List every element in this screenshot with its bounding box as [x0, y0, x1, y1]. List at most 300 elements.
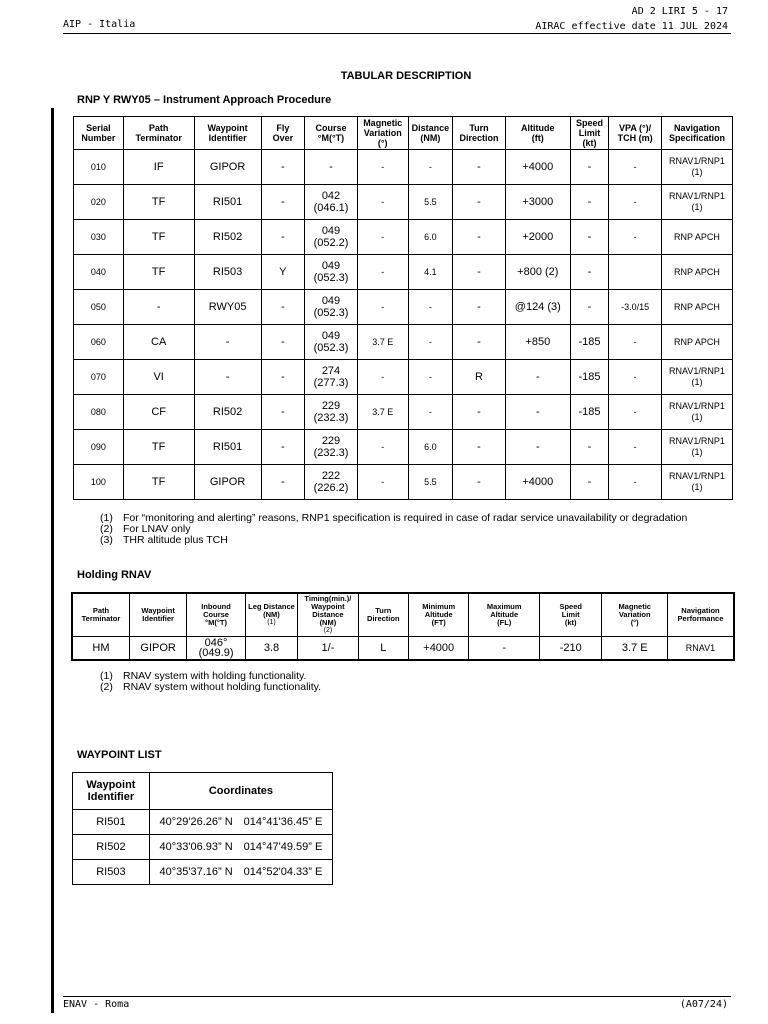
turn-direction: -	[453, 290, 506, 325]
serial-number: 060	[74, 325, 124, 360]
header-left: AIP - Italia	[63, 19, 136, 30]
holding-nav: RNAV1	[667, 637, 734, 661]
course	[305, 150, 358, 185]
waypoint-id: RI502	[73, 835, 150, 860]
course-line: 049	[321, 295, 341, 307]
course-line: (052.3)	[313, 307, 349, 319]
nav-line: RNP APCH	[674, 336, 720, 347]
holding-title: Holding RNAV	[77, 569, 152, 581]
longitude: 014°41'36.45” E	[243, 816, 323, 828]
serial-number: 030	[74, 220, 124, 255]
holding-header-cell	[667, 593, 734, 637]
serial-number: 090	[74, 430, 124, 465]
procedure-row	[74, 150, 733, 185]
holding-leg: 3.8	[245, 637, 297, 661]
distance: -	[408, 325, 453, 360]
waypoint-row	[73, 810, 333, 835]
waypoint-identifier-header: Waypoint Identifier	[73, 773, 150, 810]
speed-limit: -	[570, 430, 609, 465]
nav-line: RNP APCH	[674, 231, 720, 242]
waypoint-identifier: -	[194, 325, 261, 360]
note-text: RNAV system without holding functionality.	[123, 681, 322, 693]
navigation-specification	[661, 150, 732, 185]
header-line: Timing(min.)/	[304, 594, 352, 603]
holding-min-alt: +4000	[409, 637, 469, 661]
footer-left: ENAV - Roma	[63, 999, 130, 1010]
header-line: Course	[315, 123, 347, 133]
page-reference: AD 2 LIRI 5 - 17	[631, 6, 728, 17]
vpa-tch: -	[609, 185, 662, 220]
speed-limit: -185	[570, 360, 609, 395]
header-line: Turn	[469, 123, 489, 133]
note-text: THR altitude plus TCH	[123, 534, 228, 546]
coordinates-header: Coordinates	[149, 773, 332, 810]
note-number: (1)	[100, 670, 113, 682]
note-number: (1)	[100, 512, 113, 524]
holding-header-cell	[72, 593, 129, 637]
holding-max-alt: -	[469, 637, 540, 661]
course-line: 049	[321, 330, 341, 342]
holding-header-cell	[298, 593, 358, 637]
header-line: Turn	[375, 606, 392, 615]
serial-number: 100	[74, 465, 124, 500]
altitude: +850	[505, 325, 570, 360]
header-line: Performance	[677, 614, 724, 623]
procedure-row	[74, 430, 733, 465]
nav-line: (1)	[691, 412, 703, 422]
waypoint-table	[72, 772, 333, 885]
distance: 4.1	[408, 255, 453, 290]
footer-right: (A07/24)	[679, 999, 728, 1010]
header-rule	[63, 33, 731, 34]
path-terminator: CF	[123, 395, 194, 430]
header-line: Direction	[367, 614, 400, 623]
nav-line: (1)	[691, 377, 703, 387]
note-number: (2)	[100, 523, 113, 535]
header-line: Limit	[578, 128, 601, 138]
altitude: -	[505, 430, 570, 465]
waypoint-row	[73, 860, 333, 885]
procedure-header-cell	[357, 117, 408, 150]
turn-direction: -	[453, 430, 506, 465]
magnetic-variation: -	[357, 185, 408, 220]
navigation-specification	[661, 395, 732, 430]
navigation-specification	[661, 465, 732, 500]
course	[305, 220, 358, 255]
header-line: Minimum	[422, 602, 456, 611]
procedure-table-header	[74, 117, 733, 150]
course	[305, 185, 358, 220]
procedure-row	[74, 185, 733, 220]
holding-header-cell	[469, 593, 540, 637]
altitude: +4000	[505, 465, 570, 500]
procedure-notes	[100, 513, 687, 546]
magnetic-variation: 3.7 E	[357, 395, 408, 430]
course	[305, 290, 358, 325]
header-line: Leg Distance	[248, 602, 295, 611]
nav-line: RNP APCH	[674, 266, 720, 277]
distance: 5.5	[408, 185, 453, 220]
navigation-specification	[661, 430, 732, 465]
note-number: (2)	[100, 681, 113, 693]
altitude: -	[505, 360, 570, 395]
turn-direction: -	[453, 150, 506, 185]
course-line: -	[329, 161, 333, 173]
course-line: (226.2)	[313, 482, 349, 494]
waypoint-identifier: GIPOR	[194, 150, 261, 185]
holding-table-header	[72, 593, 734, 637]
header-line: Path	[148, 123, 169, 133]
fly-over: -	[261, 150, 305, 185]
latitude: 40°29'26.26” N	[159, 816, 233, 828]
fly-over: -	[261, 220, 305, 255]
header-line: Limit	[561, 610, 580, 619]
magnetic-variation: 3.7 E	[357, 325, 408, 360]
header-line: (NM)	[420, 133, 441, 143]
note-text: For LNAV only	[123, 523, 191, 535]
path-terminator: -	[123, 290, 194, 325]
header-line: (NM)	[319, 618, 337, 627]
turn-direction: -	[453, 325, 506, 360]
procedure-row	[74, 465, 733, 500]
holding-header-cell	[358, 593, 408, 637]
header-line: Serial	[86, 123, 111, 133]
fly-over: -	[261, 360, 305, 395]
header-line: (2)	[323, 627, 333, 634]
header-line: (1)	[267, 619, 276, 626]
procedure-header-cell	[261, 117, 305, 150]
fly-over: -	[261, 395, 305, 430]
speed-limit: -	[570, 220, 609, 255]
header-line: °M(°T)	[317, 133, 345, 143]
fly-over: -	[261, 465, 305, 500]
procedure-header-cell	[408, 117, 453, 150]
header-line: Maximum	[486, 602, 522, 611]
waypoint-coordinates	[149, 810, 332, 835]
footer-rule	[63, 996, 731, 997]
course-line: (277.3)	[313, 377, 349, 389]
vpa-tch: -	[609, 395, 662, 430]
vpa-tch: -	[609, 325, 662, 360]
vpa-tch: -	[609, 360, 662, 395]
altitude: +3000	[505, 185, 570, 220]
procedure-row	[74, 220, 733, 255]
procedure-row	[74, 290, 733, 325]
distance: -	[408, 360, 453, 395]
procedure-header-cell	[123, 117, 194, 150]
header-line: Navigation	[673, 123, 720, 133]
navigation-specification	[661, 255, 732, 290]
header-line: (°)	[630, 618, 639, 627]
distance: -	[408, 290, 453, 325]
navigation-specification	[661, 220, 732, 255]
course-line: (046.1)	[313, 202, 349, 214]
distance: 5.5	[408, 465, 453, 500]
turn-direction: -	[453, 395, 506, 430]
course	[305, 360, 358, 395]
procedure-row	[74, 360, 733, 395]
altitude: -	[505, 395, 570, 430]
nav-line: RNAV1/RNP1	[669, 436, 725, 446]
course	[305, 395, 358, 430]
header-line: Altitude	[521, 123, 555, 133]
waypoint-id: RI503	[73, 860, 150, 885]
procedure-header-cell	[453, 117, 506, 150]
header-line: (kt)	[564, 618, 577, 627]
course-line: 042	[321, 190, 341, 202]
course	[305, 255, 358, 290]
speed-limit: -	[570, 465, 609, 500]
speed-limit: -	[570, 150, 609, 185]
turn-direction: -	[453, 465, 506, 500]
holding-course	[187, 637, 245, 661]
waypoint-id: RI501	[73, 810, 150, 835]
header-line: Altitude	[490, 610, 519, 619]
longitude: 014°52'04.33” E	[243, 866, 323, 878]
vpa-tch: -	[609, 220, 662, 255]
nav-line: (1)	[691, 167, 703, 177]
header-line: Terminator	[81, 614, 121, 623]
procedure-header-cell	[74, 117, 124, 150]
holding-row	[72, 637, 734, 661]
holding-notes	[100, 671, 321, 693]
waypoint-identifier: RI503	[194, 255, 261, 290]
change-bar	[51, 108, 54, 1013]
header-line: Navigation	[681, 606, 720, 615]
waypoint-list-title: WAYPOINT LIST	[77, 749, 162, 761]
navigation-specification	[661, 325, 732, 360]
magnetic-variation: -	[357, 255, 408, 290]
path-terminator: TF	[123, 430, 194, 465]
waypoint-table-header	[73, 773, 333, 810]
holding-header-cell	[602, 593, 667, 637]
header-line: (°)	[377, 138, 388, 148]
course-line: 229	[321, 400, 341, 412]
page-title: TABULAR DESCRIPTION	[340, 70, 472, 82]
header-line: VPA (°)/	[619, 123, 652, 133]
procedure-header-cell	[661, 117, 732, 150]
waypoint-identifier: RI502	[194, 395, 261, 430]
navigation-specification	[661, 185, 732, 220]
holding-magvar: 3.7 E	[602, 637, 667, 661]
speed-limit: -185	[570, 325, 609, 360]
nav-line: (1)	[691, 482, 703, 492]
serial-number: 010	[74, 150, 124, 185]
course-line: 046°	[204, 637, 228, 649]
note-number: (3)	[100, 534, 113, 546]
path-terminator: TF	[123, 220, 194, 255]
header-line: Fly	[276, 123, 290, 133]
header-line: Inbound	[201, 602, 231, 611]
header-line: Magnetic	[363, 118, 403, 128]
header-line: Specification	[668, 133, 725, 143]
navigation-specification	[661, 360, 732, 395]
holding-path: HM	[72, 637, 129, 661]
turn-direction: -	[453, 220, 506, 255]
turn-direction: R	[453, 360, 506, 395]
holding-header-cell	[245, 593, 297, 637]
header-line: Variation	[363, 128, 402, 138]
waypoint-coordinates	[149, 835, 332, 860]
course-line: 049	[321, 260, 341, 272]
procedure-table	[73, 116, 733, 500]
header-line: (FL)	[497, 618, 512, 627]
course-line: (232.3)	[313, 447, 349, 459]
serial-number: 070	[74, 360, 124, 395]
waypoint-identifier: RWY05	[194, 290, 261, 325]
holding-header-cell	[539, 593, 601, 637]
nav-line: RNAV1/RNP1	[669, 401, 725, 411]
distance: -	[408, 150, 453, 185]
altitude: +2000	[505, 220, 570, 255]
vpa-tch: -	[609, 465, 662, 500]
speed-limit: -	[570, 290, 609, 325]
holding-turn: L	[358, 637, 408, 661]
course	[305, 325, 358, 360]
holding-timing: 1/-	[298, 637, 358, 661]
speed-limit: -185	[570, 395, 609, 430]
header-line: Speed	[559, 602, 582, 611]
course-line: (232.3)	[313, 412, 349, 424]
holding-header-cell	[187, 593, 245, 637]
longitude: 014°47'49.59” E	[243, 841, 323, 853]
procedure-header-cell	[570, 117, 609, 150]
course	[305, 430, 358, 465]
nav-line: RNAV1/RNP1	[669, 366, 725, 376]
nav-line: (1)	[691, 447, 703, 457]
latitude: 40°33'06.93” N	[159, 841, 233, 853]
waypoint-identifier: RI501	[194, 430, 261, 465]
course-line: (052.2)	[313, 237, 349, 249]
header-line: Course	[203, 610, 229, 619]
course	[305, 465, 358, 500]
fly-over: -	[261, 185, 305, 220]
waypoint-identifier: -	[194, 360, 261, 395]
header-line: Waypoint	[207, 123, 248, 133]
procedure-row	[74, 395, 733, 430]
course-line: 049	[321, 225, 341, 237]
header-line: Identifier	[142, 614, 174, 623]
note-text: For “monitoring and alerting” reasons, RNP1 specification is required in case of radar service unavailability or degradation	[123, 512, 688, 524]
header-right	[535, 4, 728, 34]
header-line: Variation	[618, 610, 651, 619]
header-line: (ft)	[531, 133, 544, 143]
holding-speed: -210	[539, 637, 601, 661]
serial-number: 020	[74, 185, 124, 220]
nav-line: RNP APCH	[674, 301, 720, 312]
airac-date: AIRAC effective date 11 JUL 2024	[535, 21, 728, 32]
waypoint-identifier: RI501	[194, 185, 261, 220]
altitude: +4000	[505, 150, 570, 185]
course-line: 229	[321, 435, 341, 447]
latitude: 40°35'37.16” N	[159, 866, 233, 878]
course-line: (052.3)	[313, 342, 349, 354]
speed-limit: -	[570, 255, 609, 290]
header-line: Path	[92, 606, 110, 615]
header-line: Speed	[575, 118, 603, 128]
vpa-tch: -	[609, 150, 662, 185]
nav-line: RNAV1/RNP1	[669, 156, 725, 166]
header-line: Distance	[312, 610, 344, 619]
holding-table	[71, 592, 735, 661]
header-line: (FT)	[431, 618, 446, 627]
header-line: Magnetic	[618, 602, 651, 611]
magnetic-variation: -	[357, 465, 408, 500]
header-line: Over	[272, 133, 294, 143]
vpa-tch: -3.0/15	[609, 290, 662, 325]
serial-number: 040	[74, 255, 124, 290]
course-line: (052.3)	[313, 272, 349, 284]
magnetic-variation: -	[357, 430, 408, 465]
fly-over: -	[261, 325, 305, 360]
fly-over: -	[261, 430, 305, 465]
procedure-row	[74, 255, 733, 290]
nav-line: (1)	[691, 202, 703, 212]
waypoint-identifier: GIPOR	[194, 465, 261, 500]
magnetic-variation: -	[357, 150, 408, 185]
waypoint-identifier: RI502	[194, 220, 261, 255]
note	[100, 682, 321, 693]
serial-number: 080	[74, 395, 124, 430]
fly-over: Y	[261, 255, 305, 290]
procedure-header-cell	[505, 117, 570, 150]
turn-direction: -	[453, 185, 506, 220]
header-line: (kt)	[582, 138, 597, 148]
path-terminator: TF	[123, 255, 194, 290]
path-terminator: TF	[123, 185, 194, 220]
navigation-specification	[661, 290, 732, 325]
waypoint-row	[73, 835, 333, 860]
procedure-header-cell	[305, 117, 358, 150]
course-line: 274	[321, 365, 341, 377]
altitude: +800 (2)	[505, 255, 570, 290]
waypoint-coordinates	[149, 860, 332, 885]
magnetic-variation: -	[357, 220, 408, 255]
holding-header-cell	[409, 593, 469, 637]
holding-wpt: GIPOR	[129, 637, 186, 661]
turn-direction: -	[453, 255, 506, 290]
fly-over: -	[261, 290, 305, 325]
header-line: °M(°T)	[205, 618, 227, 627]
vpa-tch	[609, 255, 662, 290]
header-line: Number	[81, 133, 116, 143]
magnetic-variation: -	[357, 360, 408, 395]
course-line: 222	[321, 470, 341, 482]
header-line: Distance	[411, 123, 450, 133]
procedure-header-cell	[609, 117, 662, 150]
vpa-tch: -	[609, 430, 662, 465]
header-line: Waypoint	[141, 606, 175, 615]
procedure-header-cell	[194, 117, 261, 150]
header-line: TCH (m)	[617, 133, 653, 143]
header-line: Direction	[459, 133, 499, 143]
path-terminator: VI	[123, 360, 194, 395]
path-terminator: IF	[123, 150, 194, 185]
procedure-row	[74, 325, 733, 360]
header-line: Identifier	[208, 133, 247, 143]
course-line: (049.9)	[198, 647, 234, 659]
altitude: @124 (3)	[505, 290, 570, 325]
nav-line: RNAV1/RNP1	[669, 191, 725, 201]
holding-header-cell	[129, 593, 186, 637]
distance: -	[408, 395, 453, 430]
serial-number: 050	[74, 290, 124, 325]
header-line: Waypoint	[311, 602, 345, 611]
magnetic-variation: -	[357, 290, 408, 325]
note-text: RNAV system with holding functionality.	[123, 670, 307, 682]
header-line: Terminator	[135, 133, 182, 143]
note	[100, 535, 687, 546]
